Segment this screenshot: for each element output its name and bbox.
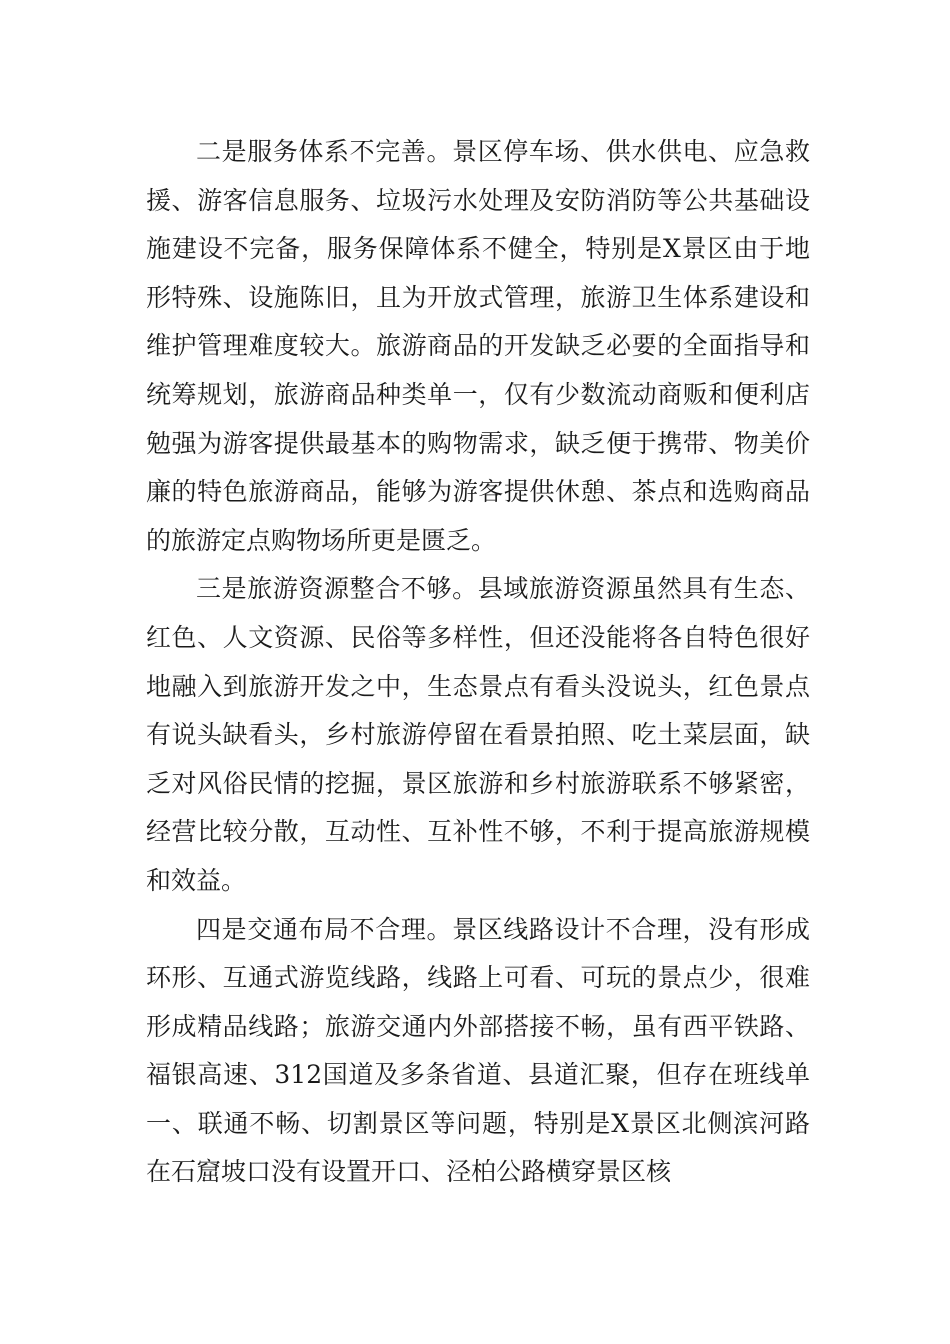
paragraph-resource-integration: 三是旅游资源整合不够。县域旅游资源虽然具有生态、红色、人文资源、民俗等多样性，但还没能将各自特色很好地融入到旅游开发之中，生态景点有看头没说头，红色景点有说头缺看头，乡村旅游停留在看景拍照、吃土菜层面，缺乏对风俗民情的挖掘，景区旅游和乡村旅游联系不够紧密，经营比较分散，互动性、互补性不够，不利于提高旅游规模和效益。 [146,574,810,895]
paragraph-traffic-layout: 四是交通布局不合理。景区线路设计不合理，没有形成环形、互通式游览线路，线路上可看、可玩的景点少，很难形成精品线路；旅游交通内外部搭接不畅，虽有西平铁路、福银高速、312国道及多条省道、县道汇聚，但存在班线单一、联通不畅、切割景区等问题，特别是X景区北侧滨河路在石窟坡口没有设置开口、泾柏公路横穿景区核 [146,914,810,1187]
document-body [146,128,810,1197]
paragraph-service-system: 二是服务体系不完善。景区停车场、供水供电、应急救援、游客信息服务、垃圾污水处理及安防消防等公共基础设施建设不完备，服务保障体系不健全，特别是X景区由于地形特殊、设施陈旧，且为开放式管理，旅游卫生体系建设和维护管理难度较大。旅游商品的开发缺乏必要的全面指导和统筹规划，旅游商品种类单一，仅有少数流动商贩和便利店勉强为游客提供最基本的购物需求，缺乏便于携带、物美价廉的特色旅游商品，能够为游客提供休憩、茶点和选购商品的旅游定点购物场所更是匮乏。 [146,137,810,555]
